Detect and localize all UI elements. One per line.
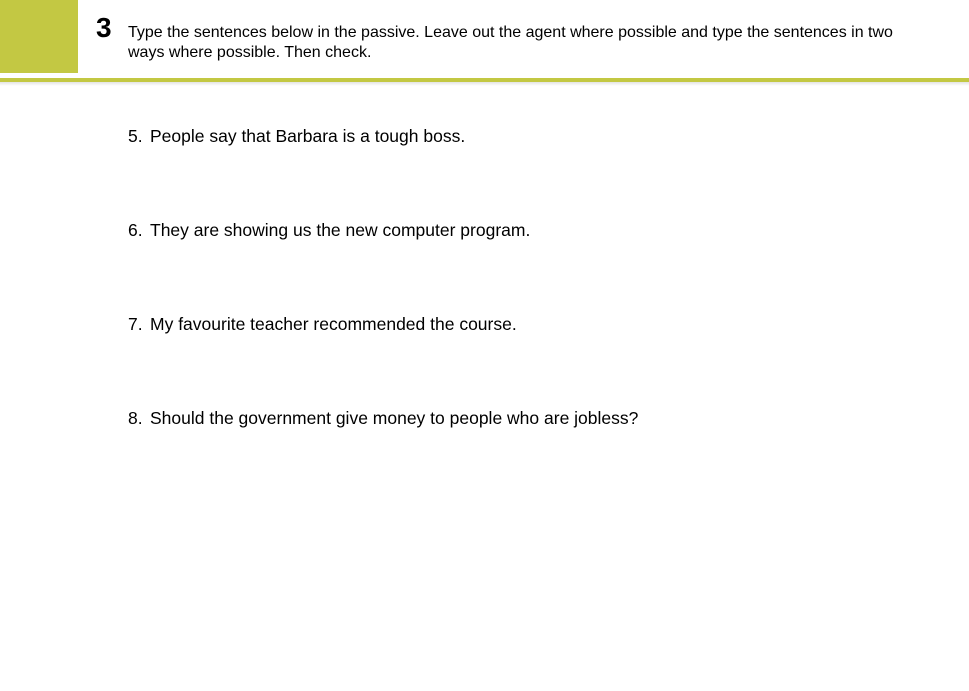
sentence-item [128,312,638,336]
header-divider-shadow [0,82,969,86]
sentence-number: 5. [128,126,143,146]
sentence-text: Should the government give money to people who are jobless? [150,408,639,428]
sentence-text: They are showing us the new computer program. [150,220,531,240]
sentence-list [128,124,638,500]
exercise-instructions: Type the sentences below in the passive. Leave out the agent where possible and type the sentences in two ways where possible. Then check. [128,24,893,61]
sentence-text: People say that Barbara is a tough boss. [150,126,466,146]
sentence-number: 6. [128,220,143,240]
sentence-text: My favourite teacher recommended the course. [150,314,517,334]
sentence-number: 7. [128,314,143,334]
accent-block [0,0,78,73]
sentence-item [128,218,638,242]
exercise-number: 3 [96,12,112,43]
sentence-number: 8. [128,408,143,428]
sentence-item [128,124,638,148]
sentence-item [128,406,638,430]
